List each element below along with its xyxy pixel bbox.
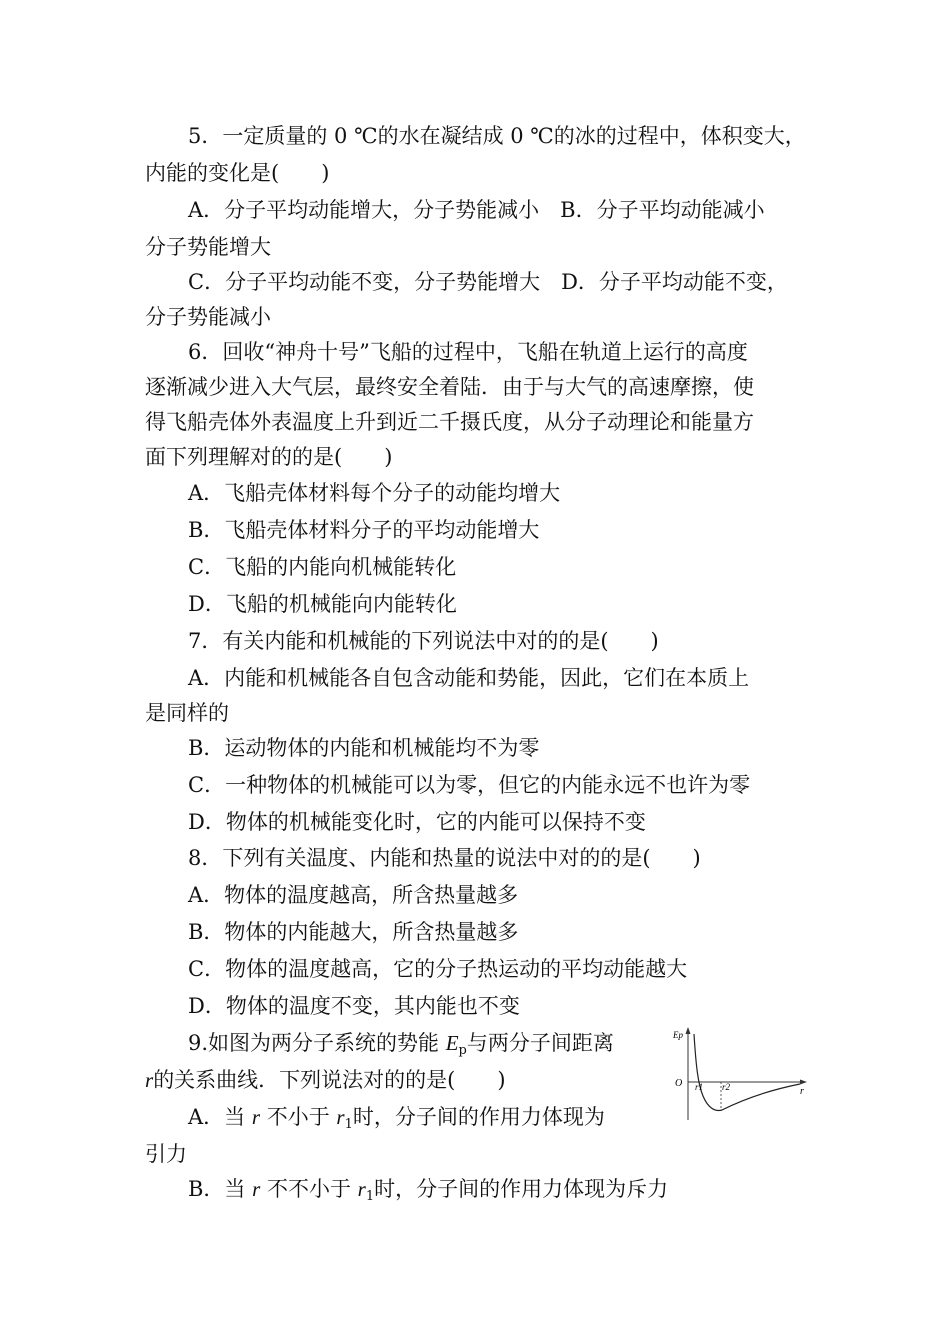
x-axis-label: r bbox=[800, 1086, 804, 1097]
x-axis-arrow bbox=[800, 1080, 807, 1085]
r1-label: r1 bbox=[695, 1082, 704, 1092]
y-axis-label: Ep bbox=[673, 1030, 683, 1040]
q9-option-b bbox=[188, 1171, 668, 1208]
q6-stem-line-2: 逐渐减少进入大气层，最终安全着陆．由于与大气的高速摩擦，使 bbox=[145, 375, 754, 399]
q9-text: 时，分子间的作用力体现为 bbox=[352, 1105, 605, 1129]
potential-energy-figure bbox=[670, 1024, 810, 1124]
q9-text: 与两分子间距离 bbox=[466, 1031, 614, 1055]
q7-option-c: C．一种物体的机械能可以为零，但它的内能永远不也许为零 bbox=[188, 773, 751, 797]
r1-subscript: 1 bbox=[365, 1189, 375, 1204]
q9-option-a-line-1 bbox=[188, 1099, 605, 1136]
r2-label: r2 bbox=[722, 1082, 731, 1092]
y-axis-arrow bbox=[686, 1027, 691, 1034]
q7-option-a-line-2: 是同样的 bbox=[145, 701, 229, 725]
potential-curve bbox=[694, 1034, 800, 1110]
q5-stem-line-2: 内能的变化是( ) bbox=[145, 161, 330, 185]
q6-option-d: D．飞船的机械能向内能转化 bbox=[188, 592, 457, 616]
q5-option-cd-line-1: C．分子平均动能不变，分子势能增大 D．分子平均动能不变， bbox=[188, 270, 788, 294]
q5-option-cd-line-2: 分子势能减小 bbox=[145, 305, 271, 329]
q7-stem: 7．有关内能和机械能的下列说法中对的的是( ) bbox=[188, 629, 659, 653]
q5-option-ab-line-2: 分子势能增大 bbox=[145, 235, 271, 259]
r-symbol: r bbox=[252, 1177, 261, 1201]
q8-option-b: B．物体的内能越大，所含热量越多 bbox=[188, 920, 519, 944]
q8-stem: 8．下列有关温度、内能和热量的说法中对的的是( ) bbox=[188, 846, 701, 870]
q9-stem-line-1 bbox=[188, 1025, 614, 1062]
q8-option-d: D．物体的温度不变，其内能也不变 bbox=[188, 994, 520, 1018]
q9-text: 的关系曲线．下列说法对的的是( ) bbox=[153, 1068, 506, 1092]
q7-option-b: B．运动物体的内能和机械能均不为零 bbox=[188, 736, 540, 760]
r1-subscript: 1 bbox=[344, 1117, 353, 1132]
q6-stem-line-3: 得飞船壳体外表温度上升到近二千摄氏度，从分子动理论和能量方 bbox=[145, 410, 754, 434]
r1-symbol: r bbox=[357, 1177, 366, 1201]
q6-option-c: C．飞船的内能向机械能转化 bbox=[188, 555, 457, 579]
q5-option-ab-line-1: A．分子平均动能增大，分子势能减小 B．分子平均动能减小 bbox=[188, 198, 765, 222]
r-symbol: r bbox=[145, 1068, 154, 1092]
q9-text: B．当 bbox=[188, 1177, 253, 1201]
ep-subscript: p bbox=[458, 1043, 467, 1058]
q5-stem-line-1: 5．一定质量的 0 ℃的水在凝结成 0 ℃的冰的过程中，体积变大， bbox=[188, 124, 806, 148]
q9-text: A．当 bbox=[188, 1105, 252, 1129]
r-symbol: r bbox=[251, 1105, 261, 1129]
q6-option-a: A．飞船壳体材料每个分子的动能均增大 bbox=[188, 481, 561, 505]
q6-stem-line-4: 面下列理解对的的是( ) bbox=[145, 445, 393, 469]
q6-stem-line-1: 6．回收“神舟十号”飞船的过程中，飞船在轨道上运行的高度 bbox=[188, 340, 748, 364]
q9-text: 时，分子间的作用力体现为斥力 bbox=[374, 1177, 669, 1201]
q7-option-d: D．物体的机械能变化时，它的内能可以保持不变 bbox=[188, 810, 646, 834]
q9-option-a-line-2: 引力 bbox=[145, 1142, 187, 1166]
q9-stem-line-2 bbox=[145, 1062, 506, 1099]
q9-text: 9.如图为两分子系统的势能 bbox=[188, 1031, 446, 1055]
q9-text: 不不小于 bbox=[260, 1177, 358, 1201]
origin-label: O bbox=[675, 1078, 683, 1089]
q7-option-a-line-1: A．内能和机械能各自包含动能和势能，因此，它们在本质上 bbox=[188, 666, 750, 690]
r1-symbol: r bbox=[336, 1105, 345, 1129]
q8-option-c: C．物体的温度越高，它的分子热运动的平均动能越大 bbox=[188, 957, 688, 981]
q6-option-b: B．飞船壳体材料分子的平均动能增大 bbox=[188, 518, 540, 542]
ep-symbol: E bbox=[445, 1031, 459, 1055]
q9-text: 不小于 bbox=[260, 1105, 337, 1129]
q8-option-a: A．物体的温度越高，所含热量越多 bbox=[188, 883, 519, 907]
